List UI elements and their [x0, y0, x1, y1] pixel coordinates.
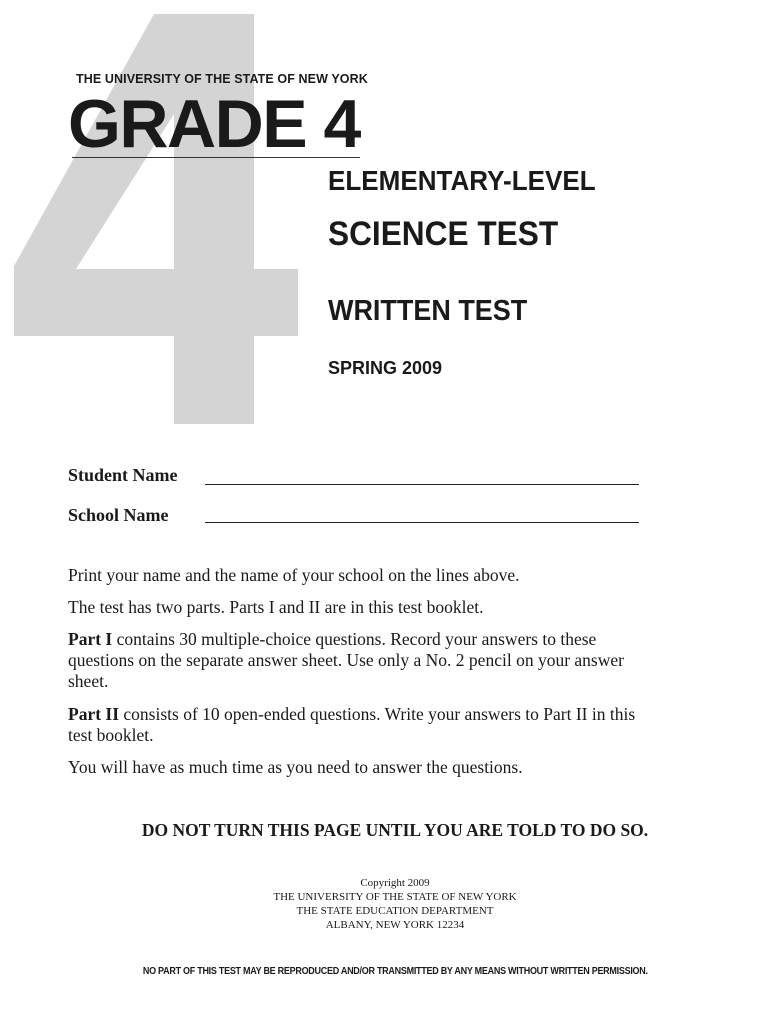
- student-name-line[interactable]: [205, 484, 639, 485]
- student-name-label: Student Name: [68, 465, 178, 485]
- test-session: SPRING 2009: [328, 358, 443, 378]
- copyright-department: THE STATE EDUCATION DEPARTMENT: [296, 905, 494, 917]
- subject-line-1: ELEMENTARY-LEVEL: [328, 165, 596, 196]
- university-name: THE UNIVERSITY OF THE STATE OF NEW YORK: [76, 72, 368, 86]
- copyright-year: Copyright 2009: [360, 877, 430, 889]
- instruction-part-two: [68, 704, 648, 746]
- copyright-address: ALBANY, NEW YORK 12234: [325, 919, 465, 931]
- part-one-text: contains 30 multiple-choice questions. Record your answers to these questions on the separate answer sheet. Use only a No. 2 pencil on your answer sheet.: [68, 629, 624, 691]
- subject-line-2: SCIENCE TEST: [328, 215, 559, 253]
- instruction-time: You will have as much time as you need to answer the questions.: [68, 757, 523, 777]
- copyright-university: THE UNIVERSITY OF THE STATE OF NEW YORK: [273, 891, 517, 903]
- instruction-part-one: [68, 629, 648, 692]
- part-two-label: Part II: [68, 704, 120, 724]
- do-not-turn-warning: DO NOT TURN THIS PAGE UNTIL YOU ARE TOLD TO DO SO.: [141, 820, 649, 840]
- part-one-label: Part I: [68, 629, 113, 649]
- instruction-two-parts: The test has two parts. Parts I and II are in this test booklet.: [68, 597, 484, 617]
- reproduction-notice: [0, 966, 768, 977]
- copyright-block: [0, 876, 768, 932]
- school-name-line[interactable]: [205, 522, 639, 523]
- test-type: WRITTEN TEST: [328, 295, 528, 327]
- grade-title: GRADE 4: [68, 86, 360, 162]
- school-name-label: School Name: [68, 505, 169, 525]
- reproduction-notice-text: NO PART OF THIS TEST MAY BE REPRODUCED AND/OR TRANSMITTED BY ANY MEANS WITHOUT WRITTEN PERMISSION.: [142, 966, 648, 977]
- grade-underline: [72, 157, 360, 158]
- part-two-text: consists of 10 open-ended questions. Write your answers to Part II in this test booklet.: [68, 704, 636, 745]
- instruction-print-name: Print your name and the name of your school on the lines above.: [68, 565, 520, 585]
